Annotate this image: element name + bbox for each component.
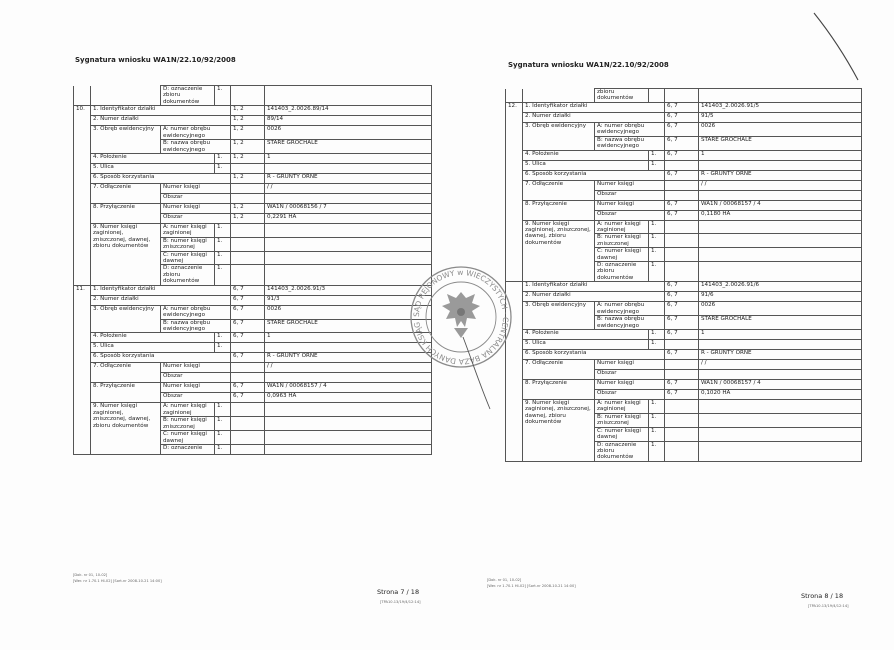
ref-cell: 6, 7 — [665, 380, 699, 390]
page-2-page-small: [TPA10.13/19/4/12:14] — [808, 604, 849, 608]
sublabel-cell: Obszar — [161, 373, 231, 383]
table-row — [74, 203, 432, 213]
sublabel-cell: B: nazwa obrębu ewidencyjnego — [161, 140, 231, 154]
sublabel-cell: C: numer księgi dawnej — [595, 248, 649, 262]
sublabel-cell: C: numer księgi dawnej — [161, 431, 215, 445]
value-cell: WA1N / 00068157 / 4 — [699, 200, 862, 210]
table-row — [74, 285, 432, 295]
ref-cell — [665, 360, 699, 370]
ref-cell — [231, 193, 265, 203]
value-cell — [699, 160, 862, 170]
ref-cell — [231, 183, 265, 193]
ref-cell: 6, 7 — [231, 393, 265, 403]
table-row — [506, 112, 862, 122]
value-cell: WA1N / 00068157 / 4 — [265, 383, 432, 393]
value-cell — [699, 413, 862, 427]
value-cell: / / — [265, 363, 432, 373]
value-cell — [265, 431, 432, 445]
record-number: 10. — [74, 106, 91, 285]
sublabel-cell: A: numer obrębu ewidencyjnego — [161, 305, 231, 319]
table-row — [74, 163, 432, 173]
value-cell: R - GRUNTY ORNE — [699, 350, 862, 360]
index-cell: 1. — [649, 160, 665, 170]
page-1-footer-line2: [Wer. nr 1.70.1 HI-02] [Sort.nr 2008-10-21 14:00] — [73, 579, 162, 583]
table-row — [74, 333, 432, 343]
index-cell: 1. — [649, 150, 665, 160]
table-row — [74, 153, 432, 163]
table-row — [74, 363, 432, 373]
sublabel-cell: B: numer księgi zniszczonej — [595, 413, 649, 427]
value-cell — [699, 427, 862, 441]
ref-cell: 6, 7 — [231, 319, 265, 333]
sublabel-cell: B: numer księgi zniszczonej — [161, 417, 215, 431]
value-cell — [265, 163, 432, 173]
value-cell: 1 — [265, 333, 432, 343]
sublabel-cell: Numer księgi — [595, 180, 665, 190]
value-cell — [699, 234, 862, 248]
value-cell: R - GRUNTY ORNE — [265, 353, 432, 363]
table-row — [506, 292, 862, 302]
value-cell — [699, 248, 862, 262]
value-cell: STARE GROCHALE — [265, 319, 432, 333]
sublabel-cell: C: numer księgi dawnej — [595, 427, 649, 441]
table-row — [506, 180, 862, 190]
ref-cell: 6, 7 — [231, 295, 265, 305]
value-cell: 141403_2.0026.91/3 — [265, 285, 432, 295]
ref-cell — [665, 180, 699, 190]
index-cell: 1. — [649, 441, 665, 461]
value-cell: 89/14 — [265, 116, 432, 126]
value-cell: / / — [265, 183, 432, 193]
ref-cell: 6, 7 — [665, 316, 699, 330]
sublabel-cell: A: numer obrębu ewidencyjnego — [595, 122, 665, 136]
field-label: 3. Obręb ewidencyjny — [523, 302, 595, 330]
field-label-cell — [523, 89, 595, 103]
eagle-emblem-icon — [442, 292, 480, 338]
sublabel-cell: D: oznaczenie zbioru dokumentów — [595, 262, 649, 282]
sublabel-cell: A: numer obrębu ewidencyjnego — [161, 126, 231, 140]
table-row — [74, 86, 432, 106]
sublabel-cell: Numer księgi — [161, 203, 231, 213]
sublabel-cell: A: numer księgi zaginionej — [595, 220, 649, 234]
field-label: 8. Przyłączenie — [523, 380, 595, 400]
field-label: 7. Odłączenie — [523, 360, 595, 380]
index-cell: 1. — [215, 333, 231, 343]
field-label: 4. Położenie — [523, 150, 649, 160]
sublabel-cell: Obszar — [595, 190, 665, 200]
field-label: 6. Sposób korzystania — [91, 173, 231, 183]
field-label: 1. Identyfikator działki — [523, 282, 665, 292]
ref-cell: 6, 7 — [665, 330, 699, 340]
table-row — [506, 102, 862, 112]
table-row — [506, 340, 862, 350]
sublabel-cell: Numer księgi — [161, 383, 231, 393]
sublabel-cell: A: numer księgi zaginionej — [595, 400, 649, 414]
page-2-signature: Sygnatura wniosku WA1N/22.10/92/2008 — [508, 61, 669, 69]
ref-cell: 6, 7 — [231, 305, 265, 319]
page-1-signature: Sygnatura wniosku WA1N/22.10/92/2008 — [75, 56, 236, 64]
ref-cell — [665, 400, 699, 414]
field-label: 3. Obręb ewidencyjny — [91, 126, 161, 154]
ref-cell — [231, 163, 265, 173]
ref-cell: 6, 7 — [231, 333, 265, 343]
value-cell: 0026 — [265, 305, 432, 319]
value-cell: 91/5 — [699, 112, 862, 122]
sublabel-cell: D: oznaczenie zbioru dokumentów — [595, 441, 649, 461]
value-cell — [265, 86, 432, 106]
ref-cell: 6, 7 — [665, 200, 699, 210]
page-2-footer-line1: [Dok. nr 01, 10-02] — [487, 578, 522, 582]
ref-cell — [665, 370, 699, 380]
index-cell: 1. — [649, 400, 665, 414]
table-row — [506, 400, 862, 414]
index-cell: 1. — [215, 403, 231, 417]
table-row — [74, 383, 432, 393]
ref-cell: 6, 7 — [665, 390, 699, 400]
ref-cell: 6, 7 — [665, 350, 699, 360]
ref-cell — [231, 86, 265, 106]
index-cell: 1. — [215, 163, 231, 173]
field-label: 1. Identyfikator działki — [91, 106, 231, 116]
index-cell: 1. — [215, 343, 231, 353]
field-label: 7. Odłączenie — [91, 363, 161, 383]
table-row — [506, 380, 862, 390]
ref-cell: 1, 2 — [231, 203, 265, 213]
table-row — [74, 403, 432, 417]
sublabel-cell: B: nazwa obrębu ewidencyjnego — [595, 136, 665, 150]
value-cell: R - GRUNTY ORNE — [265, 173, 432, 183]
page-2-table-body — [506, 89, 862, 462]
table-row — [506, 350, 862, 360]
ref-cell: 6, 7 — [665, 302, 699, 316]
ref-cell: 6, 7 — [665, 102, 699, 112]
field-label: 5. Ulica — [91, 343, 215, 353]
field-label: 6. Sposób korzystania — [91, 353, 231, 363]
sublabel-cell: B: nazwa obrębu ewidencyjnego — [595, 316, 665, 330]
ref-cell: 6, 7 — [665, 170, 699, 180]
value-cell: 0026 — [699, 122, 862, 136]
ref-cell: 6, 7 — [665, 210, 699, 220]
value-cell: R - GRUNTY ORNE — [699, 170, 862, 180]
index-cell: 1. — [649, 248, 665, 262]
page-1-page-number: Strona 7 / 18 — [377, 588, 420, 596]
index-cell: 1. — [215, 86, 231, 106]
sublabel-cell: D: oznaczenie zbioru dokumentów — [161, 86, 215, 106]
field-label: 5. Ulica — [523, 160, 649, 170]
sublabel-cell: Obszar — [161, 193, 231, 203]
field-label: 2. Numer działki — [523, 292, 665, 302]
pen-stroke-top-right — [812, 10, 862, 85]
index-cell: 1. — [215, 251, 231, 265]
field-label: 5. Ulica — [523, 340, 649, 350]
index-cell: 1. — [649, 413, 665, 427]
field-label: 9. Numer księgi zaginionej, zniszczonej, dawnej, zbioru dokumentów — [91, 223, 161, 285]
field-label: 4. Położenie — [91, 153, 215, 163]
sublabel-cell: D: oznaczenie zbioru dokumentów — [161, 265, 215, 285]
value-cell — [699, 400, 862, 414]
field-label: 9. Numer księgi zaginionej, zniszczonej, dawnej, zbioru dokumentów — [523, 220, 595, 282]
ref-cell — [231, 251, 265, 265]
ref-cell — [231, 403, 265, 417]
table-row — [506, 282, 862, 292]
field-label: 9. Numer księgi zaginionej, zniszczonej, dawnej, zbioru dokumentów — [523, 400, 595, 462]
table-row — [506, 170, 862, 180]
seal-ring-text: SĄD REJONOWY w WIECZYSTYCH · CENTRALNA BAZA DANYCH KSIĄG — [411, 267, 511, 367]
index-cell: 1. — [649, 427, 665, 441]
ref-cell: 6, 7 — [665, 150, 699, 160]
value-cell: 91/6 — [699, 292, 862, 302]
ref-cell: 1, 2 — [231, 173, 265, 183]
ref-cell: 1, 2 — [231, 126, 265, 140]
field-label-cell — [91, 86, 161, 106]
table-row — [74, 183, 432, 193]
ref-cell: 6, 7 — [231, 285, 265, 295]
index-cell — [649, 89, 665, 103]
ref-cell — [665, 160, 699, 170]
ref-cell — [665, 248, 699, 262]
field-label: 6. Sposób korzystania — [523, 350, 665, 360]
value-cell: 0026 — [699, 302, 862, 316]
ref-cell — [665, 413, 699, 427]
table-row — [506, 200, 862, 210]
index-cell: 1. — [649, 340, 665, 350]
value-cell — [265, 403, 432, 417]
field-label: 9. Numer księgi zaginionej, zniszczonej, dawnej, zbioru dokumentów — [91, 403, 161, 455]
table-row — [74, 173, 432, 183]
sublabel-cell: B: numer księgi zniszczonej — [161, 237, 215, 251]
page-2-register-table — [505, 88, 862, 462]
field-label: 7. Odłączenie — [91, 183, 161, 203]
value-cell — [265, 237, 432, 251]
table-row — [74, 116, 432, 126]
table-row — [506, 220, 862, 234]
index-cell: 1. — [215, 153, 231, 163]
ref-cell — [231, 343, 265, 353]
field-label: 4. Położenie — [523, 330, 649, 340]
sublabel-cell: Obszar — [595, 210, 665, 220]
index-cell: 1. — [215, 417, 231, 431]
value-cell: 141403_2.0026.91/6 — [699, 282, 862, 292]
ref-cell: 1, 2 — [231, 153, 265, 163]
record-number-cell — [74, 86, 91, 106]
ref-cell — [665, 340, 699, 350]
value-cell: 0,1180 HA — [699, 210, 862, 220]
index-cell: 1. — [215, 237, 231, 251]
ref-cell: 1, 2 — [231, 140, 265, 154]
value-cell — [699, 89, 862, 103]
field-label: 2. Numer działki — [91, 116, 231, 126]
ref-cell — [231, 444, 265, 454]
sublabel-cell: Obszar — [595, 390, 665, 400]
page-1-page-small: [TPA10.13/19/4/12:14] — [380, 600, 421, 604]
index-cell: 1. — [215, 223, 231, 237]
page-2-page-number: Strona 8 / 18 — [801, 592, 844, 600]
value-cell: / / — [699, 180, 862, 190]
table-row — [506, 302, 862, 316]
table-row — [74, 353, 432, 363]
ref-cell: 6, 7 — [665, 282, 699, 292]
field-label: 3. Obręb ewidencyjny — [91, 305, 161, 333]
page-1-footer-line1: [Dok. nr 01, 10-02] — [73, 573, 108, 577]
field-label: 8. Przyłączenie — [91, 383, 161, 403]
ref-cell — [231, 265, 265, 285]
field-label: 8. Przyłączenie — [91, 203, 161, 223]
ref-cell — [231, 431, 265, 445]
value-cell: 0,1020 HA — [699, 390, 862, 400]
ref-cell — [231, 373, 265, 383]
ref-cell: 1, 2 — [231, 116, 265, 126]
index-cell: 1. — [649, 234, 665, 248]
value-cell: WA1N / 00068156 / 7 — [265, 203, 432, 213]
ref-cell — [665, 234, 699, 248]
ref-cell: 6, 7 — [665, 112, 699, 122]
table-row — [74, 106, 432, 116]
sublabel-cell: Numer księgi — [595, 360, 665, 370]
value-cell: 1 — [699, 330, 862, 340]
page-2-footer-line2: [Wer. nr 1.70.1 HI-02] [Sort.nr 2008-10-21 14:00] — [487, 584, 576, 588]
value-cell: STARE GROCHALE — [699, 316, 862, 330]
value-cell: 1 — [265, 153, 432, 163]
field-label: 6. Sposób korzystania — [523, 170, 665, 180]
sublabel-cell: Numer księgi — [161, 183, 231, 193]
value-cell — [699, 370, 862, 380]
table-row — [506, 330, 862, 340]
index-cell: 1. — [649, 330, 665, 340]
ref-cell: 6, 7 — [231, 383, 265, 393]
sublabel-cell: A: numer obrębu ewidencyjnego — [595, 302, 665, 316]
value-cell — [699, 190, 862, 200]
ref-cell: 6, 7 — [665, 292, 699, 302]
ref-cell — [665, 427, 699, 441]
sublabel-cell: D: oznaczenie — [161, 444, 215, 454]
record-number: 11. — [74, 285, 91, 454]
ref-cell: 6, 7 — [665, 122, 699, 136]
field-label: 7. Odłączenie — [523, 180, 595, 200]
sublabel-cell: Obszar — [161, 213, 231, 223]
value-cell — [265, 223, 432, 237]
ref-cell — [665, 220, 699, 234]
table-row — [506, 122, 862, 136]
index-cell: 1. — [649, 262, 665, 282]
record-number: 12. — [506, 102, 523, 281]
field-label: 8. Przyłączenie — [523, 200, 595, 220]
ref-cell — [231, 363, 265, 373]
field-label: 1. Identyfikator działki — [523, 102, 665, 112]
field-label: 5. Ulica — [91, 163, 215, 173]
table-row — [506, 89, 862, 103]
value-cell: 0,2291 HA — [265, 213, 432, 223]
sublabel-cell: B: nazwa obrębu ewidencyjnego — [161, 319, 231, 333]
value-cell — [265, 444, 432, 454]
sublabel-cell: Obszar — [595, 370, 665, 380]
index-cell: 1. — [649, 220, 665, 234]
field-label: 3. Obręb ewidencyjny — [523, 122, 595, 150]
ref-cell — [665, 89, 699, 103]
table-row — [74, 126, 432, 140]
value-cell: 0,0963 HA — [265, 393, 432, 403]
value-cell: / / — [699, 360, 862, 370]
table-row — [74, 295, 432, 305]
value-cell — [699, 441, 862, 461]
value-cell — [265, 417, 432, 431]
page-1-register-table — [73, 85, 432, 455]
sublabel-cell: C: numer księgi dawnej — [161, 251, 215, 265]
sublabel-cell: Obszar — [161, 393, 231, 403]
ref-cell: 1, 2 — [231, 106, 265, 116]
table-row — [506, 150, 862, 160]
value-cell: WA1N / 00068157 / 4 — [699, 380, 862, 390]
field-label: 2. Numer działki — [91, 295, 231, 305]
value-cell: 141403_2.0026.89/14 — [265, 106, 432, 116]
ref-cell — [665, 441, 699, 461]
field-label: 2. Numer działki — [523, 112, 665, 122]
index-cell: 1. — [215, 444, 231, 454]
ref-cell: 1, 2 — [231, 213, 265, 223]
sublabel-cell: A: numer księgi zaginionej — [161, 223, 215, 237]
ref-cell: 6, 7 — [231, 353, 265, 363]
value-cell: STARE GROCHALE — [699, 136, 862, 150]
value-cell: STARE GROCHALE — [265, 140, 432, 154]
sublabel-cell: Numer księgi — [161, 363, 231, 373]
table-row — [74, 223, 432, 237]
value-cell — [699, 220, 862, 234]
field-label: 4. Położenie — [91, 333, 215, 343]
sublabel-cell: B: numer księgi zniszczonej — [595, 234, 649, 248]
table-row — [74, 305, 432, 319]
ref-cell — [231, 417, 265, 431]
value-cell: 91/3 — [265, 295, 432, 305]
table-row — [506, 160, 862, 170]
ref-cell — [231, 223, 265, 237]
ref-cell — [665, 190, 699, 200]
table-row — [506, 360, 862, 370]
value-cell — [265, 193, 432, 203]
ref-cell: 6, 7 — [665, 136, 699, 150]
sublabel-cell: Numer księgi — [595, 200, 665, 210]
index-cell: 1. — [215, 265, 231, 285]
ref-cell — [231, 237, 265, 251]
field-label: 1. Identyfikator działki — [91, 285, 231, 295]
sublabel-cell: Numer księgi — [595, 380, 665, 390]
ref-cell — [665, 262, 699, 282]
sublabel-cell: zbioru dokumentów — [595, 89, 649, 103]
sublabel-cell: A: numer księgi zaginionej — [161, 403, 215, 417]
value-cell — [699, 262, 862, 282]
record-number-cell — [506, 89, 523, 103]
page-1-table-body — [74, 86, 432, 455]
value-cell: 0026 — [265, 126, 432, 140]
pen-stroke-mid — [460, 335, 495, 413]
value-cell — [265, 373, 432, 383]
value-cell — [699, 340, 862, 350]
table-row — [74, 343, 432, 353]
index-cell: 1. — [215, 431, 231, 445]
value-cell: 1 — [699, 150, 862, 160]
value-cell: 141403_2.0026.91/5 — [699, 102, 862, 112]
